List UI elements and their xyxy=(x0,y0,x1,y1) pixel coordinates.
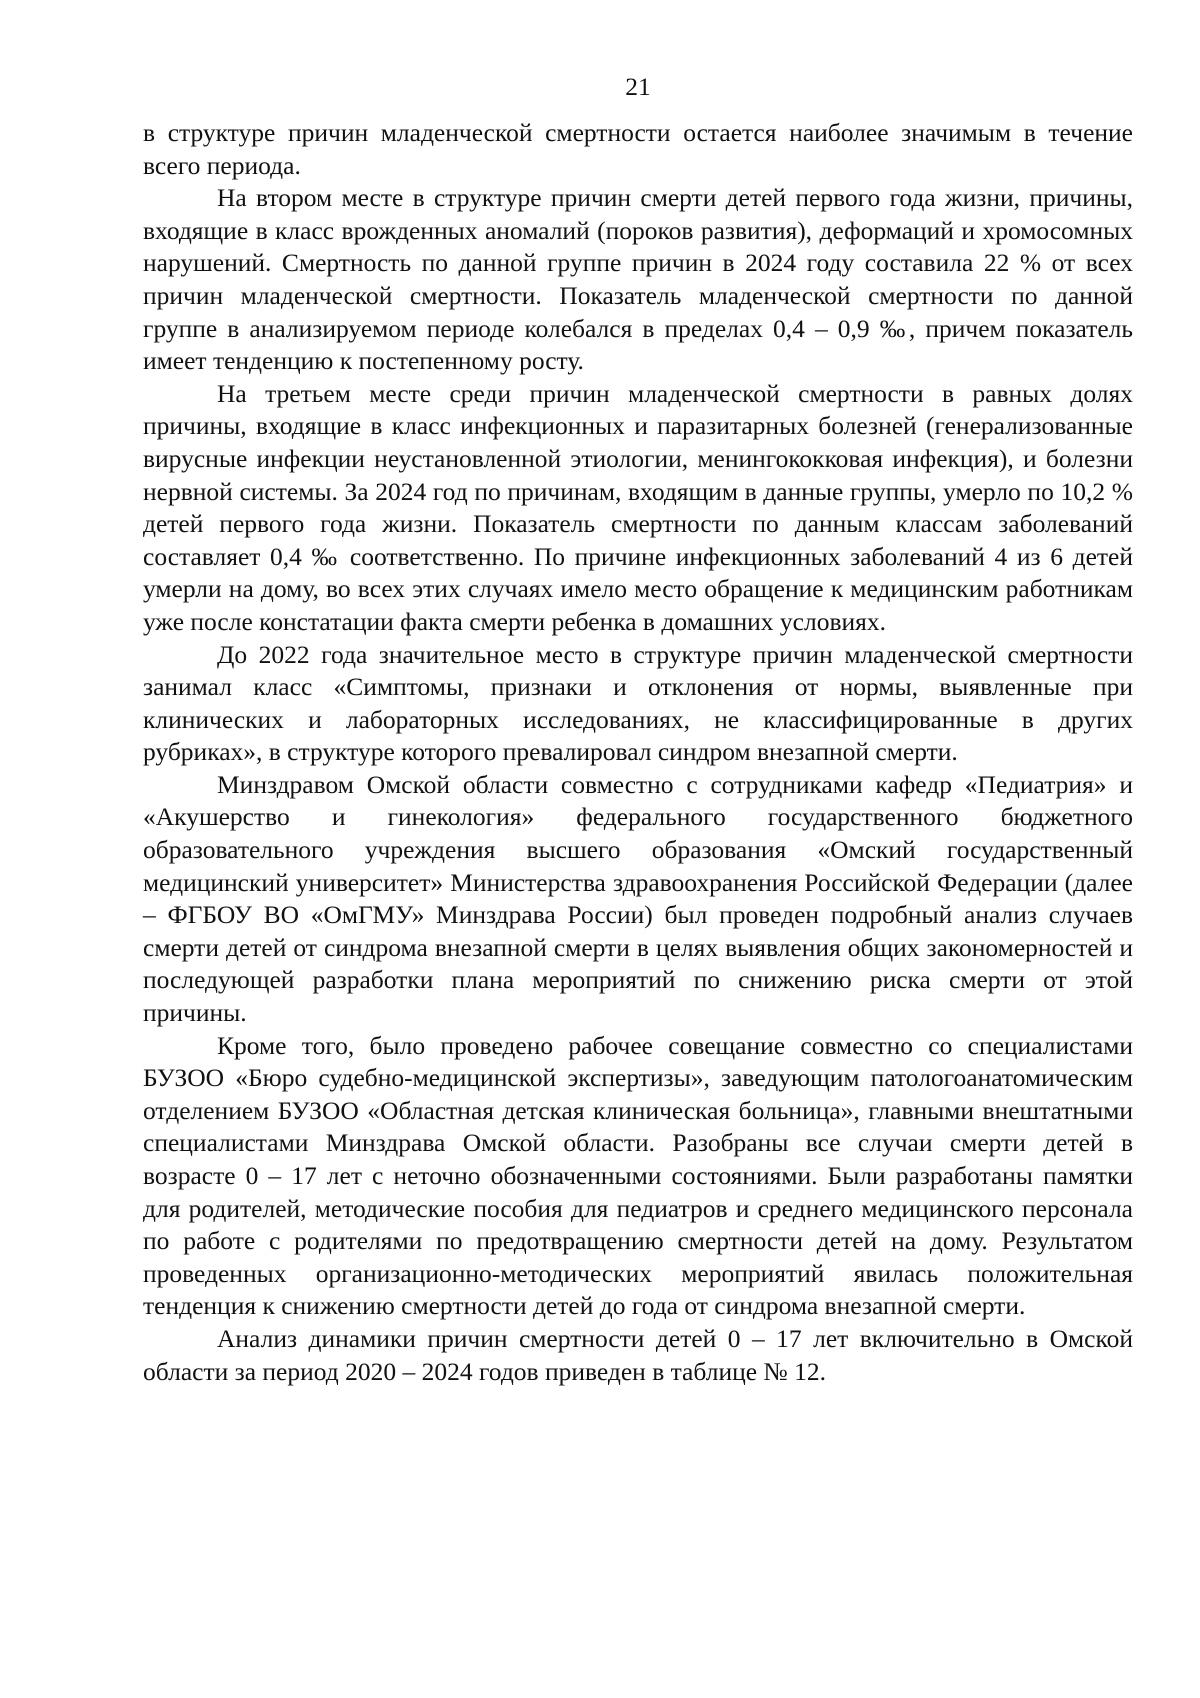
paragraph-working-meeting: Кроме того, было проведено рабочее совещание совместно со специалистами БУЗОО «Бюро судебно-медицинской экспертизы», заведующим патологоанатомическим отделением БУЗОО «Областная детская клиническая больница», главными внештатными специалистами Минздрава Омской области. Разобраны все случаи смерти детей в возрасте 0 – 17 лет с неточно обозначенными состояниями. Были разработаны памятки для родителей, методические пособия для педиатров и среднего медицинского персонала по работе с родителями по предотвращению смертности детей на дому. Результатом проведенных организационно-методических мероприятий явилась положительная тенденция к снижению смертности детей до года от синдрома внезапной смерти. xyxy=(143,1030,1133,1321)
paragraph-table-reference: Анализ динамики причин смертности детей 0 – 17 лет включительно в Омской области за период 2020 – 2024 годов приведен в таблице № 12. xyxy=(143,1323,1133,1386)
page-number: 21 xyxy=(625,72,651,101)
body-text xyxy=(143,117,1133,1388)
paragraph-infectious-diseases: На третьем месте среди причин младенческой смертности в равных долях причины, входящие в класс инфекционных и паразитарных болезней (генерализованные вирусные инфекции неустановленной этиологии, менингококковая инфекция), и болезни нервной системы. За 2024 год по причинам, входящим в данные группы, умерло по 10,2 % детей первого года жизни. Показатель смертности по данным классам заболеваний составляет 0,4 ‰ соответственно. По причине инфекционных заболеваний 4 из 6 детей умерли на дому, во всех этих случаях имело место обращение к медицинским работникам уже после констатации факта смерти ребенка в домашних условиях. xyxy=(143,378,1133,636)
paragraph-congenital-anomalies: На втором месте в структуре причин смерти детей первого года жизни, причины, входящие в класс врожденных аномалий (пороков развития), деформаций и хромосомных нарушений. Смертность по данной группе причин в 2024 году составила 22 % от всех причин младенческой смертности. Показатель младенческой смертности по данной группе в анализируемом периоде колебался в пределах 0,4 – 0,9 ‰, причем показатель имеет тенденцию к постепенному росту. xyxy=(143,183,1133,376)
paragraph-ministry-analysis: Минздравом Омской области совместно с сотрудниками кафедр «Педиатрия» и «Акушерство и гинекология» федерального государственного бюджетного образовательного учреждения высшего образования «Омский государственный медицинский университет» Министерства здравоохранения Российской Федерации (далее – ФГБОУ ВО «ОмГМУ» Минздрава России) был проведен подробный анализ случаев смерти детей от синдрома внезапной смерти в целях выявления общих закономерностей и последующей разработки плана мероприятий по снижению риска смерти от этой причины. xyxy=(143,769,1133,1028)
paragraph-sudden-death-class: До 2022 года значительное место в структуре причин младенческой смертности занимал класс «Симптомы, признаки и отклонения от нормы, выявленные при клинических и лабораторных исследованиях, не классифицированные в других рубриках», в структуре которого превалировал синдром внезапной смерти. xyxy=(143,639,1133,767)
paragraph-continuation: в структуре причин младенческой смертности остается наиболее значимым в течение всего периода. xyxy=(143,118,1133,180)
